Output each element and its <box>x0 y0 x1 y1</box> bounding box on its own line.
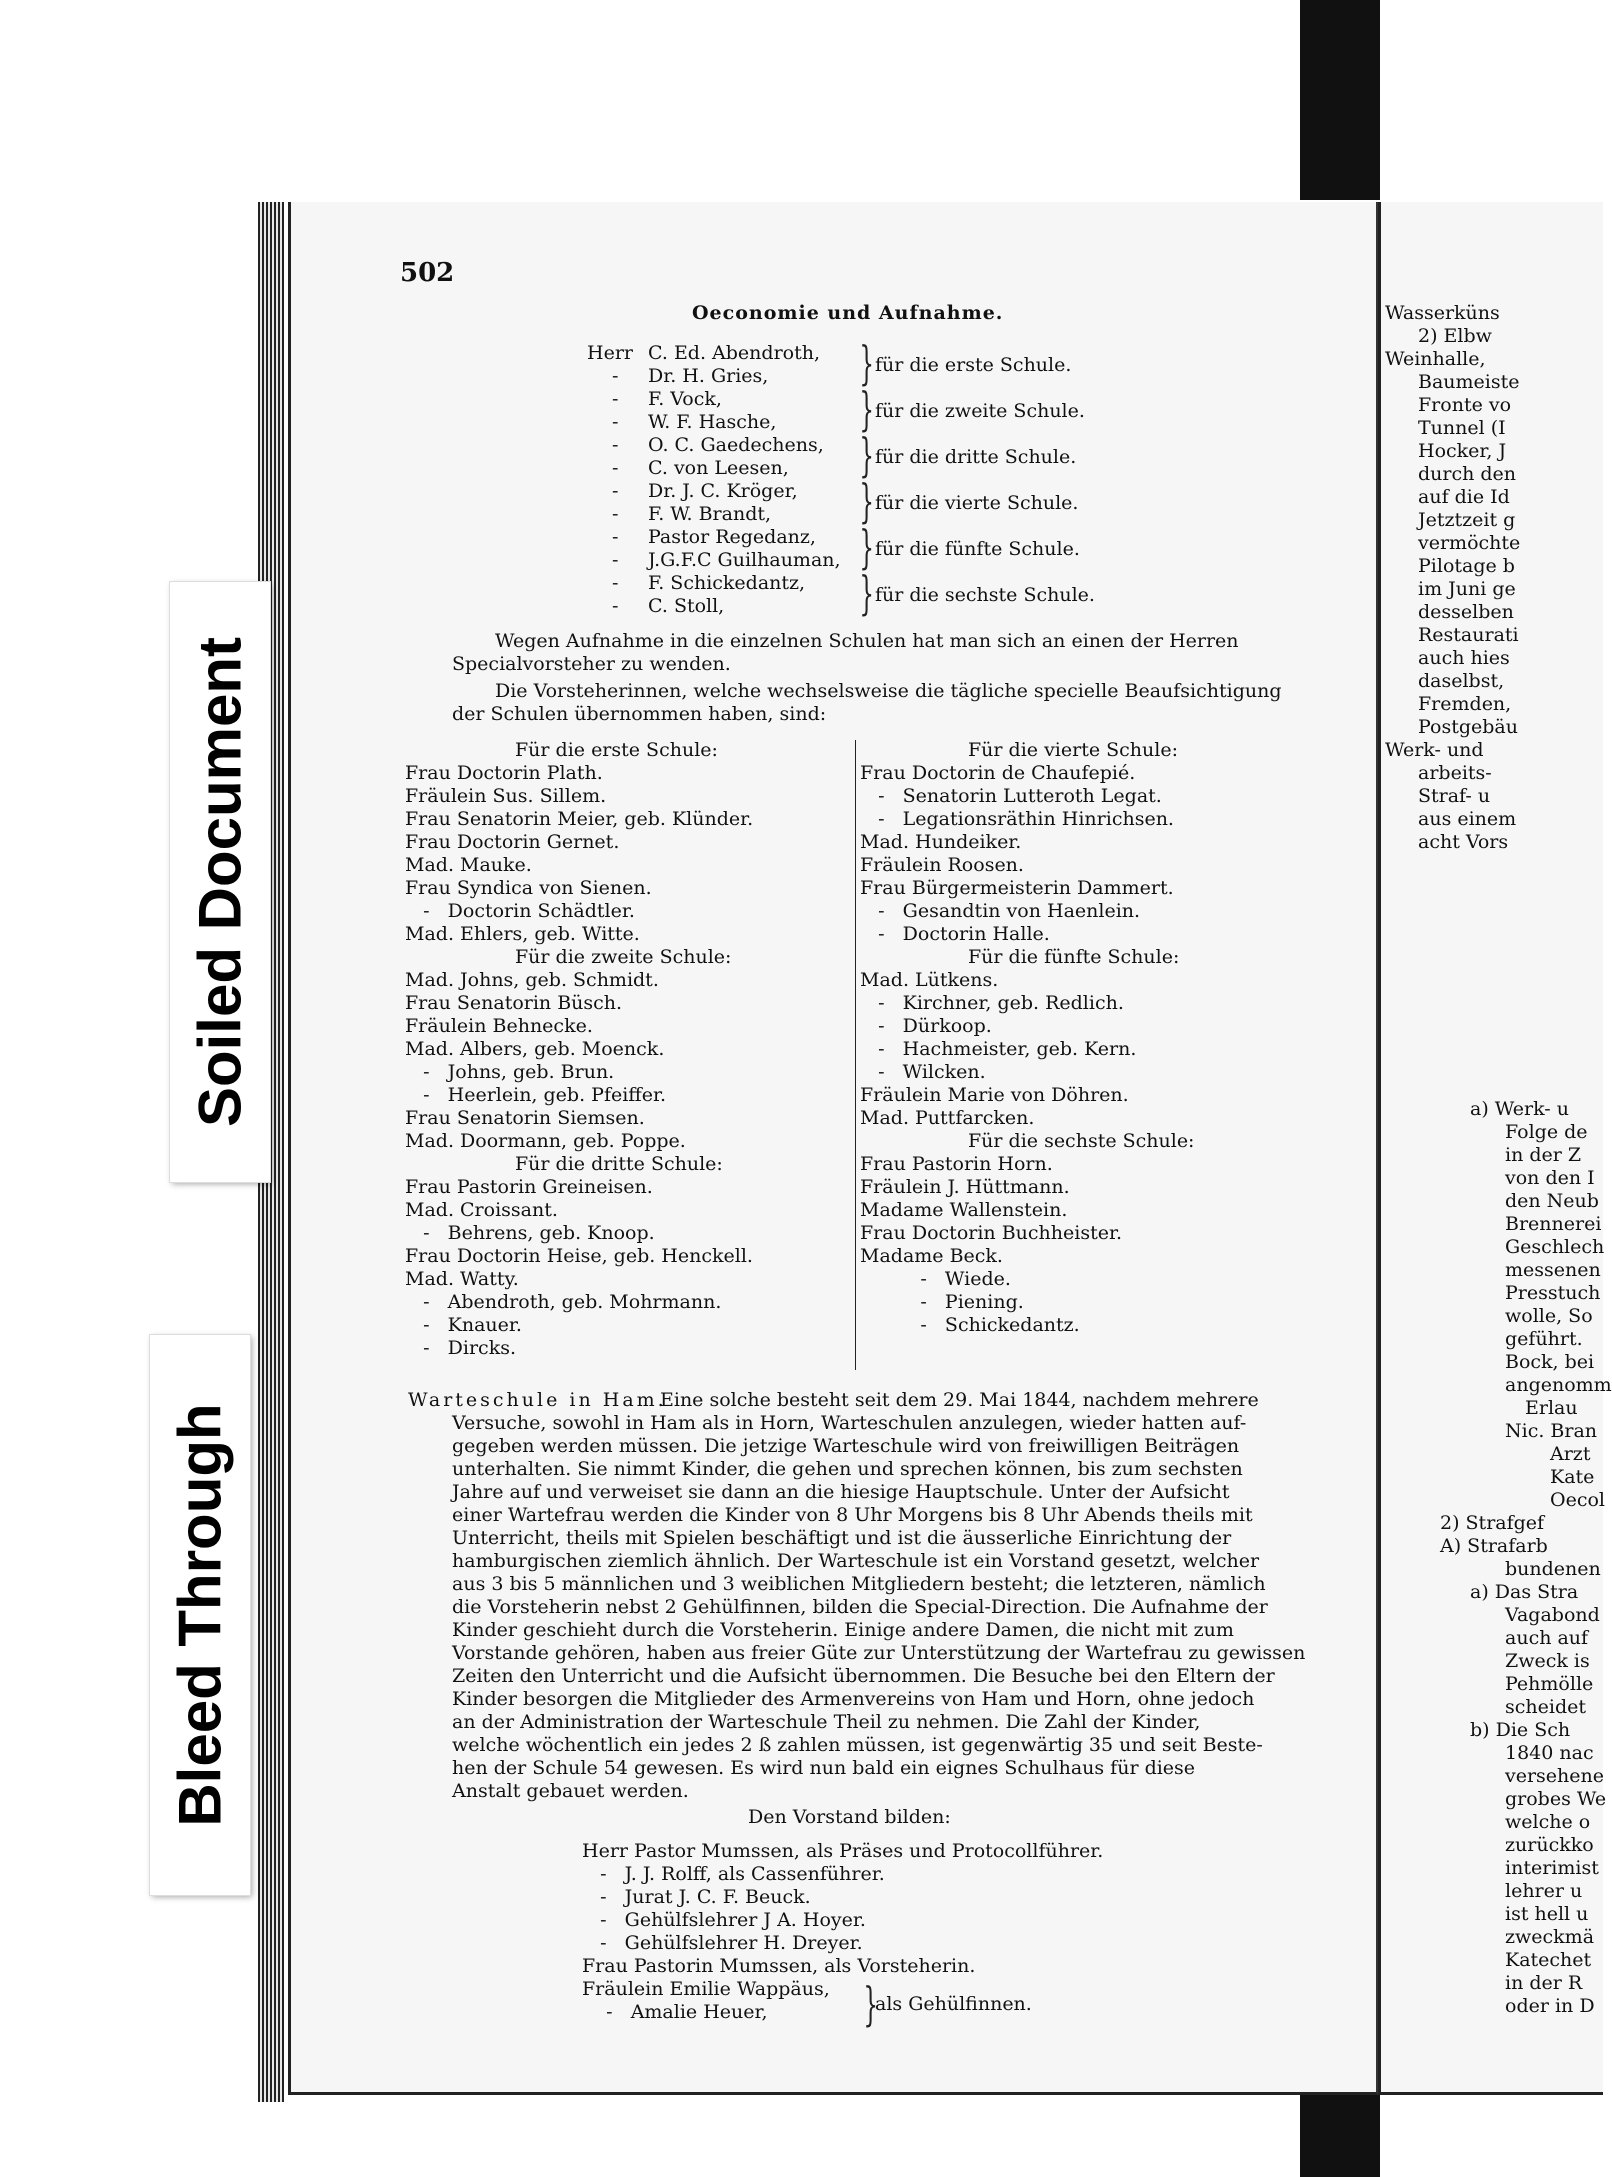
right-page-line: auf die Id <box>1418 486 1510 508</box>
vorsteherin-entry: Mad. Puttfarcken. <box>860 1107 1035 1129</box>
right-page-line: Katechet <box>1505 1949 1592 1971</box>
warteschule-line: Jahre auf und verweiset sie dann an die hiesige Hauptschule. Unter der Aufsicht <box>452 1481 1230 1503</box>
right-page-line: Hocker, J <box>1418 440 1507 462</box>
director-name: C. Stoll, <box>648 595 725 617</box>
right-page-line: b) Die Sch <box>1470 1719 1571 1741</box>
vorsteherin-entry: Mad. Watty. <box>405 1268 519 1290</box>
director-name: Pastor Regedanz, <box>648 526 816 548</box>
warteschule-line: hamburgischen ziemlich ähnlich. Der Warteschule ist ein Vorstand gesetzt, welcher <box>452 1550 1260 1572</box>
right-page-line: 1840 nac <box>1505 1742 1594 1764</box>
right-page-line: welche o <box>1505 1811 1591 1833</box>
school-assignment: für die sechste Schule. <box>875 584 1095 606</box>
vorsteherin-entry: - Gesandtin von Haenlein. <box>860 900 1141 922</box>
right-page-line: Nic. Bran <box>1505 1420 1598 1442</box>
right-page-line: Arzt <box>1550 1443 1591 1465</box>
pair-brace: } <box>859 520 874 574</box>
right-page-line: 2) Strafgef <box>1440 1512 1545 1534</box>
warteschule-line: die Vorsteherin nebst 2 Gehülfinnen, bilden die Special-Direction. Die Aufnahme der <box>452 1596 1268 1618</box>
right-page-line: A) Strafarb <box>1440 1535 1548 1557</box>
vorsteherin-entry: Frau Doctorin Gernet. <box>405 831 620 853</box>
right-page-line: Straf- u <box>1418 785 1491 807</box>
warteschule-line: Eine solche besteht seit dem 29. Mai 1844, nachdem mehrere <box>660 1389 1259 1411</box>
director-prefix: - <box>612 388 619 410</box>
section-title: Oeconomie und Aufnahme. <box>692 302 1004 324</box>
director-prefix: - <box>612 480 619 502</box>
director-prefix: Herr <box>587 342 633 364</box>
director-prefix: - <box>612 572 619 594</box>
right-page-line: im Juni ge <box>1418 578 1516 600</box>
director-prefix: - <box>612 595 619 617</box>
right-page-line: Bock, bei <box>1505 1351 1595 1373</box>
warteschule-line: Anstalt gebauet werden. <box>452 1780 689 1802</box>
vorsteherin-entry: Fräulein Roosen. <box>860 854 1024 876</box>
right-page-line: desselben <box>1418 601 1514 623</box>
vorsteherin-entry: - Knauer. <box>405 1314 522 1336</box>
vorstand-entry: Herr Pastor Mumssen, als Präses und Protocollführer. <box>582 1840 1104 1862</box>
right-page-line: Jetztzeit g <box>1418 509 1516 531</box>
vorstand-entry: - J. J. Rolff, als Cassenführer. <box>582 1863 885 1885</box>
school-heading: Für die dritte Schule: <box>515 1153 723 1175</box>
warteschule-line: hen der Schule 54 gewesen. Es wird nun bald ein eignes Schulhaus für diese <box>452 1757 1196 1779</box>
director-name: C. von Leesen, <box>648 457 789 479</box>
right-page-line: geführt. <box>1505 1328 1583 1350</box>
right-page-line: Restaurati <box>1418 624 1519 646</box>
right-page-line: Zweck is <box>1505 1650 1590 1672</box>
vorsteherin-entry: Fräulein Marie von Döhren. <box>860 1084 1129 1106</box>
director-name: F. Schickedantz, <box>648 572 806 594</box>
right-page-line: 2) Elbw <box>1418 325 1492 347</box>
vorsteherin-entry: - Piening. <box>860 1291 1024 1313</box>
pair-brace: } <box>859 428 874 482</box>
vorstand-entry: Fräulein Emilie Wappäus, <box>582 1978 830 2000</box>
right-page-line: Pilotage b <box>1418 555 1515 577</box>
pair-brace: } <box>859 474 874 528</box>
warteschule-lead: Warteschule in Ham. <box>408 1389 667 1411</box>
vorsteherin-entry: - Wilcken. <box>860 1061 986 1083</box>
right-page-line: Fremden, <box>1418 693 1512 715</box>
vorstand-entry: Frau Pastorin Mumssen, als Vorsteherin. <box>582 1955 976 1977</box>
right-page-line: arbeits- <box>1418 762 1492 784</box>
warteschule-line: gegeben werden müssen. Die jetzige Warteschule wird von freiwilligen Beiträgen <box>452 1435 1240 1457</box>
vorstand-entry: - Gehülfslehrer J A. Hoyer. <box>582 1909 866 1931</box>
vorsteherin-entry: Madame Wallenstein. <box>860 1199 1068 1221</box>
vorstand-entry: - Amalie Heuer, <box>582 2001 768 2023</box>
vorsteherin-entry: - Doctorin Schädtler. <box>405 900 635 922</box>
soiled-document-sticker <box>170 582 270 1182</box>
vorsteherin-entry: - Doctorin Halle. <box>860 923 1050 945</box>
right-page-line: interimist <box>1505 1857 1599 1879</box>
vorsteherin-entry: - Heerlein, geb. Pfeiffer. <box>405 1084 667 1106</box>
vorsteherin-entry: Mad. Hundeiker. <box>860 831 1022 853</box>
school-heading: Für die fünfte Schule: <box>968 946 1180 968</box>
right-page-line: Postgebäu <box>1418 716 1518 738</box>
vorsteherin-entry: Fräulein Sus. Sillem. <box>405 785 607 807</box>
warteschule-line: einer Wartefrau werden die Kinder von 8 Uhr Morgens bis 8 Uhr Abends theils mit <box>452 1504 1253 1526</box>
right-page-line: in der Z <box>1505 1144 1582 1166</box>
right-page-line: scheidet <box>1505 1696 1586 1718</box>
gehuelfinnen-brace: } <box>863 1977 878 2031</box>
right-page-line: angenomm <box>1505 1374 1612 1396</box>
right-page-line: Fronte vo <box>1418 394 1512 416</box>
vorsteherin-entry: Frau Pastorin Greineisen. <box>405 1176 653 1198</box>
right-page-line: lehrer u <box>1505 1880 1583 1902</box>
right-page-line: oder in D <box>1505 1995 1595 2017</box>
right-page-line: grobes We <box>1505 1788 1607 1810</box>
right-page-line: acht Vors <box>1418 831 1509 853</box>
warteschule-line: aus 3 bis 5 männlichen und 3 weiblichen Mitgliedern besteht; die letzteren, nämlich <box>452 1573 1266 1595</box>
vorsteherin-entry: Frau Senatorin Meier, geb. Klünder. <box>405 808 754 830</box>
right-page-line: a) Das Stra <box>1470 1581 1579 1603</box>
director-name: F. W. Brandt, <box>648 503 772 525</box>
right-page-line: wolle, So <box>1505 1305 1593 1327</box>
director-prefix: - <box>612 365 619 387</box>
right-page-line: durch den <box>1418 463 1517 485</box>
right-page-line: Folge de <box>1505 1121 1588 1143</box>
right-page-line: zweckmä <box>1505 1926 1595 1948</box>
right-page-line: daselbst, <box>1418 670 1505 692</box>
vorsteherin-entry: Frau Pastorin Horn. <box>860 1153 1053 1175</box>
warteschule-line: Kinder besorgen die Mitglieder des Armenvereins von Ham und Horn, ohne jedoch <box>452 1688 1255 1710</box>
warteschule-line: welche wöchentlich ein jedes 2 ß zahlen müssen, ist gegenwärtig 35 und seit Beste- <box>452 1734 1263 1756</box>
right-page-line: Weinhalle, <box>1385 348 1486 370</box>
vorsteherin-entry: Mad. Croissant. <box>405 1199 558 1221</box>
right-page-line: Wasserküns <box>1385 302 1500 324</box>
pair-brace: } <box>859 336 874 390</box>
warteschule-line: Zeiten den Unterricht und die Aufsicht übernommen. Die Besuche bei den Eltern der <box>452 1665 1275 1687</box>
vorstand-title: Den Vorstand bilden: <box>748 1806 951 1828</box>
warteschule-line: unterhalten. Sie nimmt Kinder, die gehen und sprechen können, bis zum sechsten <box>452 1458 1243 1480</box>
director-prefix: - <box>612 457 619 479</box>
right-page-line: Brennerei <box>1505 1213 1602 1235</box>
right-page-line: versehene <box>1505 1765 1605 1787</box>
right-page-line: den Neub <box>1505 1190 1599 1212</box>
right-page-line: Pehmölle <box>1505 1673 1594 1695</box>
page-number: 502 <box>400 258 455 288</box>
vorsteherin-entry: Mad. Mauke. <box>405 854 532 876</box>
school-assignment: für die zweite Schule. <box>875 400 1085 422</box>
right-page-line: aus einem <box>1418 808 1517 830</box>
bleed-through-sticker <box>150 1335 250 1895</box>
right-page-line: zurückko <box>1505 1834 1594 1856</box>
vorsteherin-entry: Frau Senatorin Büsch. <box>405 992 623 1014</box>
gehuelfinnen-label: als Gehülfinnen. <box>875 1993 1032 2015</box>
right-page-line: bundenen <box>1505 1558 1601 1580</box>
bleed-through-label: Bleed Through <box>166 1403 234 1827</box>
vorsteherin-entry: Mad. Lütkens. <box>860 969 999 991</box>
right-page-line: Tunnel (I <box>1418 417 1506 439</box>
right-page-line: Baumeiste <box>1418 371 1520 393</box>
vorsteherin-entry: - Abendroth, geb. Mohrmann. <box>405 1291 722 1313</box>
director-name: Dr. J. C. Kröger, <box>648 480 798 502</box>
school-heading: Für die zweite Schule: <box>515 946 732 968</box>
vorsteherin-entry: Frau Syndica von Sienen. <box>405 877 652 899</box>
vorstand-entry: - Jurat J. C. F. Beuck. <box>582 1886 811 1908</box>
vorsteherin-entry: Frau Doctorin Buchheister. <box>860 1222 1122 1244</box>
soiled-document-label: Soiled Document <box>186 636 254 1128</box>
director-prefix: - <box>612 526 619 548</box>
director-name: F. Vock, <box>648 388 722 410</box>
vorsteherin-entry: Madame Beck. <box>860 1245 1003 1267</box>
school-assignment: für die vierte Schule. <box>875 492 1079 514</box>
right-page-line: Erlau <box>1525 1397 1578 1419</box>
column-divider <box>855 740 856 1370</box>
vorsteherin-entry: Mad. Johns, geb. Schmidt. <box>405 969 659 991</box>
right-page-line: vermöchte <box>1418 532 1521 554</box>
vorsteherin-entry: Mad. Albers, geb. Moenck. <box>405 1038 665 1060</box>
school-heading: Für die erste Schule: <box>515 739 718 761</box>
right-page-line: messenen <box>1505 1259 1601 1281</box>
vorstand-entry: - Gehülfslehrer H. Dreyer. <box>582 1932 863 1954</box>
school-assignment: für die fünfte Schule. <box>875 538 1080 560</box>
scanner-bar-top <box>1300 0 1380 200</box>
warteschule-line: Unterricht, theils mit Spielen beschäftigt und ist die äusserliche Einrichtung der <box>452 1527 1232 1549</box>
right-page-line: Vagabond <box>1505 1604 1600 1626</box>
vorsteherin-entry: - Dürkoop. <box>860 1015 992 1037</box>
right-page-line: Geschlech <box>1505 1236 1605 1258</box>
director-name: W. F. Hasche, <box>648 411 777 433</box>
school-assignment: für die erste Schule. <box>875 354 1072 376</box>
school-assignment: für die dritte Schule. <box>875 446 1077 468</box>
director-name: Dr. H. Gries, <box>648 365 769 387</box>
vorsteherin-entry: - Johns, geb. Brun. <box>405 1061 615 1083</box>
right-page-line: ist hell u <box>1505 1903 1589 1925</box>
warteschule-line: Vorstande gehören, haben aus freier Güte zur Unterstützung der Wartefrau zu gewissen <box>452 1642 1306 1664</box>
warteschule-line: Kinder geschieht durch die Vorsteherin. Einige andere Damen, die nicht mit zum <box>452 1619 1234 1641</box>
director-prefix: - <box>612 411 619 433</box>
vorsteherin-entry: Fräulein J. Hüttmann. <box>860 1176 1070 1198</box>
school-heading: Für die sechste Schule: <box>968 1130 1195 1152</box>
right-page-line: a) Werk- u <box>1470 1098 1569 1120</box>
paragraph-line: Specialvorsteher zu wenden. <box>452 653 731 675</box>
warteschule-line: Versuche, sowohl in Ham als in Horn, Warteschulen anzulegen, wieder hatten auf- <box>452 1412 1247 1434</box>
vorsteherin-entry: - Dircks. <box>405 1337 516 1359</box>
right-page-line: Presstuch <box>1505 1282 1601 1304</box>
warteschule-line: an der Administration der Warteschule Theil zu nehmen. Die Zahl der Kinder, <box>452 1711 1201 1733</box>
pair-brace: } <box>859 566 874 620</box>
vorsteherin-entry: - Kirchner, geb. Redlich. <box>860 992 1124 1014</box>
right-page-line: Oecol <box>1550 1489 1605 1511</box>
school-heading: Für die vierte Schule: <box>968 739 1178 761</box>
right-page-line: von den I <box>1505 1167 1595 1189</box>
paragraph-line: der Schulen übernommen haben, sind: <box>452 703 827 725</box>
right-page-line: in der R <box>1505 1972 1583 1994</box>
vorsteherin-entry: - Behrens, geb. Knoop. <box>405 1222 655 1244</box>
director-prefix: - <box>612 503 619 525</box>
vorsteherin-entry: Frau Senatorin Siemsen. <box>405 1107 645 1129</box>
vorsteherin-entry: - Legationsräthin Hinrichsen. <box>860 808 1174 830</box>
vorsteherin-entry: Fräulein Behnecke. <box>405 1015 593 1037</box>
right-page-line: auch auf <box>1505 1627 1589 1649</box>
director-prefix: - <box>612 434 619 456</box>
vorsteherin-entry: Frau Doctorin de Chaufepié. <box>860 762 1136 784</box>
right-page-line: Kate <box>1550 1466 1595 1488</box>
vorsteherin-entry: - Wiede. <box>860 1268 1011 1290</box>
vorsteherin-entry: Mad. Doormann, geb. Poppe. <box>405 1130 686 1152</box>
paragraph-line: Wegen Aufnahme in die einzelnen Schulen hat man sich an einen der Herren <box>495 630 1239 652</box>
vorsteherin-entry: Frau Doctorin Heise, geb. Henckell. <box>405 1245 753 1267</box>
director-name: J.G.F.C Guilhauman, <box>648 549 841 571</box>
vorsteherin-entry: - Hachmeister, geb. Kern. <box>860 1038 1137 1060</box>
vorsteherin-entry: Frau Bürgermeisterin Dammert. <box>860 877 1174 899</box>
director-prefix: - <box>612 549 619 571</box>
vorsteherin-entry: - Schickedantz. <box>860 1314 1080 1336</box>
vorsteherin-entry: Frau Doctorin Plath. <box>405 762 603 784</box>
right-page-line: Werk- und <box>1385 739 1484 761</box>
vorsteherin-entry: - Senatorin Lutteroth Legat. <box>860 785 1162 807</box>
scanner-bar-bottom <box>1300 2090 1380 2177</box>
paragraph-line: Die Vorsteherinnen, welche wechselsweise die tägliche specielle Beaufsichtigung <box>495 680 1282 702</box>
vorsteherin-entry: Mad. Ehlers, geb. Witte. <box>405 923 640 945</box>
director-name: O. C. Gaedechens, <box>648 434 824 456</box>
right-page-line: auch hies <box>1418 647 1510 669</box>
director-name: C. Ed. Abendroth, <box>648 342 821 364</box>
pair-brace: } <box>859 382 874 436</box>
